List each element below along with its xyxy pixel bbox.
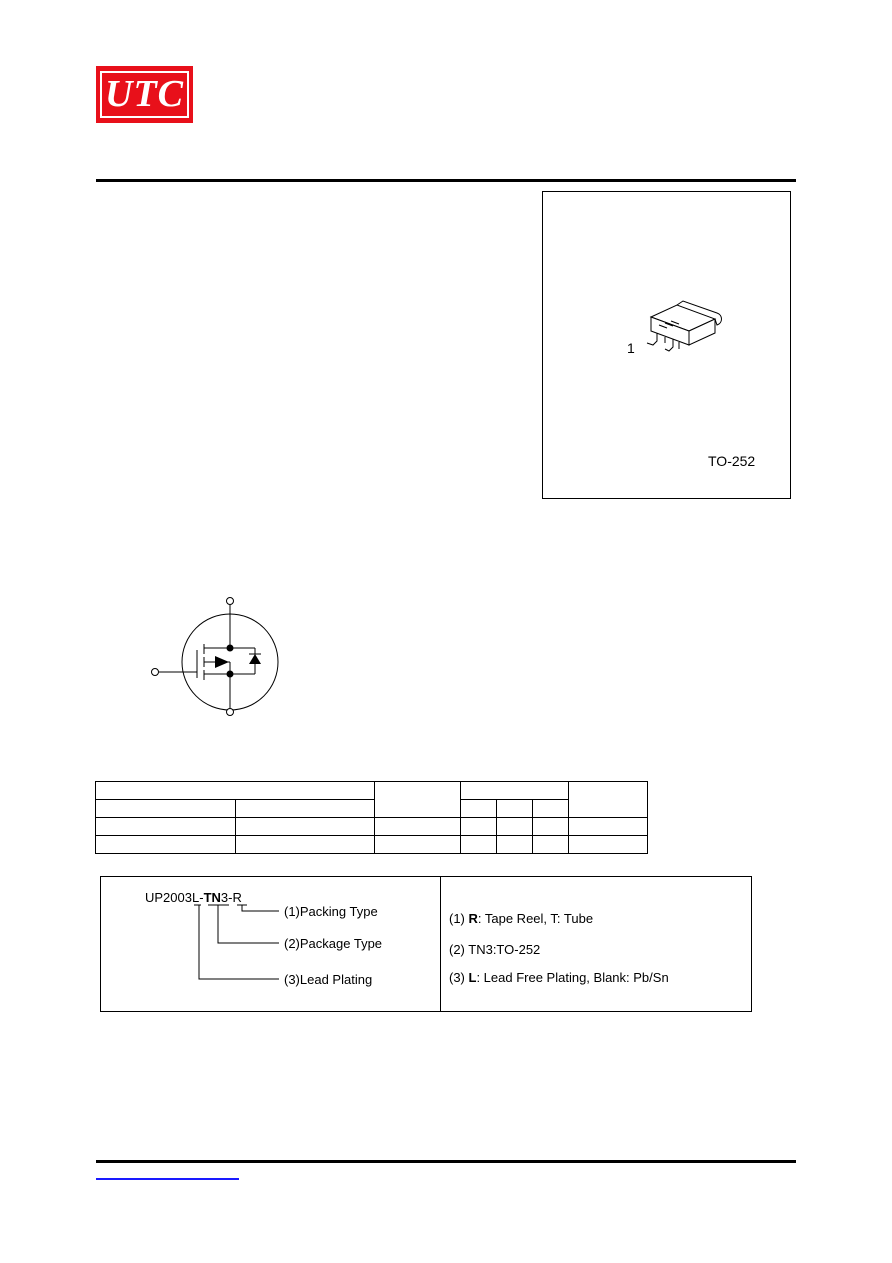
package-name: TO-252 [708,453,756,469]
mosfet-symbol [145,590,285,720]
logo-text: UTC [105,73,184,115]
table-row [96,836,648,854]
pin1-label: 1 [627,340,635,356]
table-cell [236,836,375,854]
table-cell [533,800,569,818]
callout-package-type: (2)Package Type [284,936,383,951]
package-box [542,191,791,499]
footer-link[interactable] [96,1178,239,1180]
desc-package: (2) TN3:TO-252 [449,942,541,957]
desc-packing: (1) R: Tape Reel, T: Tube [449,911,594,926]
part-number: UP2003L-TN3-R [145,890,242,905]
table-cell [569,782,648,818]
table-cell [497,836,533,854]
table-cell [497,818,533,836]
table-cell [96,800,236,818]
table-cell [236,818,375,836]
table-cell [375,818,461,836]
table-cell [96,818,236,836]
callout-lead-plating: (3)Lead Plating [284,972,373,987]
table-row [96,818,648,836]
table-cell [533,836,569,854]
desc-lead-plating: (3) L: Lead Free Plating, Blank: Pb/Sn [449,970,669,985]
table-cell [569,836,648,854]
table-cell [236,800,375,818]
footer-rule [96,1160,796,1163]
table-cell [533,818,569,836]
table-cell [375,782,461,818]
callout-packing-type: (1)Packing Type [284,904,378,919]
table-cell [461,836,497,854]
ordering-info-box [100,876,752,1012]
ordering-divider [440,877,441,1011]
table-cell [461,800,497,818]
company-logo [96,66,193,123]
table-cell [497,800,533,818]
table-cell [461,782,569,800]
table-cell [96,836,236,854]
table-cell [96,782,375,800]
table-cell [375,836,461,854]
table-cell [461,818,497,836]
callout-lines [101,877,440,1013]
to252-package-drawing [637,297,727,377]
spec-table [95,781,648,854]
header-rule [96,179,796,182]
table-cell [569,818,648,836]
